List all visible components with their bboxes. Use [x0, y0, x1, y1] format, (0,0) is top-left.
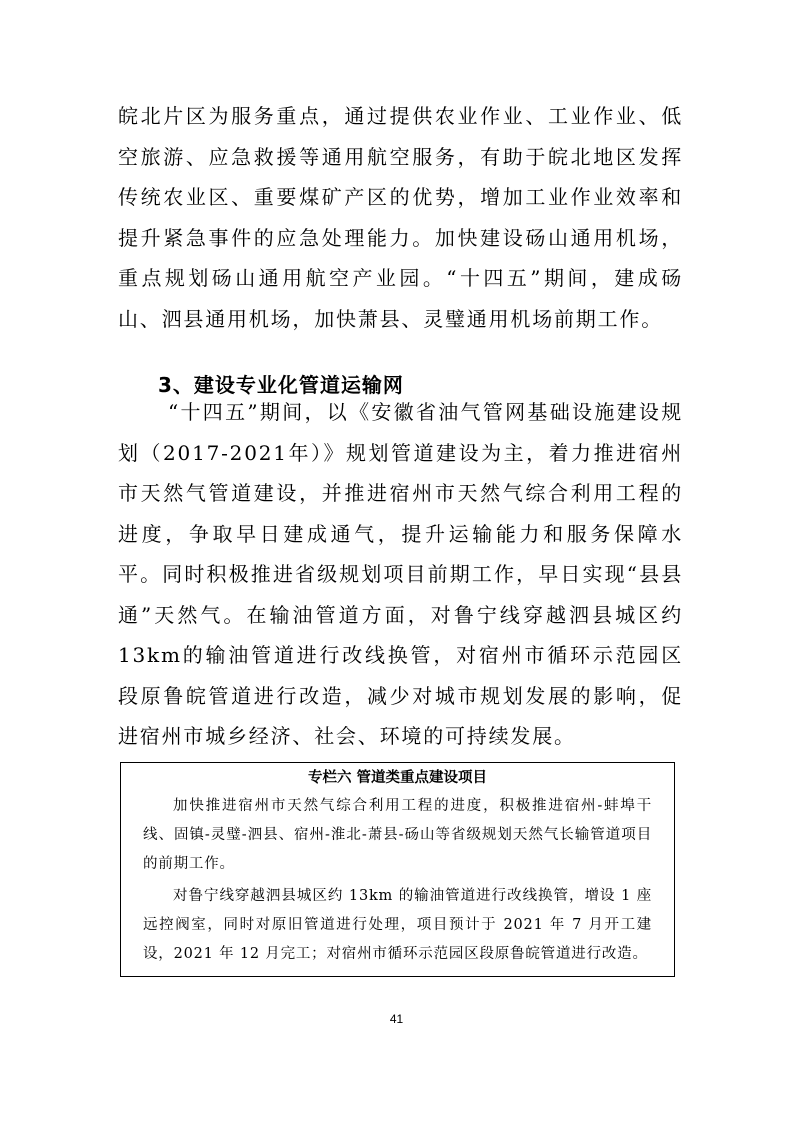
feature-box-pipeline-projects [120, 762, 675, 977]
page-number: 41 [389, 1012, 404, 1026]
section-heading-pipeline: 3、建设专业化管道运输网 [158, 373, 404, 397]
feature-box-paragraph-gas: 加快推进宿州市天然气综合利用工程的进度，积极推进宿州-蚌埠干线、固镇-灵璧-泗县、宿州-淮北-萧县-砀山等省级规划天然气长输管道项目的前期工作。 [143, 798, 652, 872]
body-paragraph-aviation: 皖北片区为服务重点，通过提供农业作业、工业作业、低空旅游、应急救援等通用航空服务，有助于皖北地区发挥传统农业区、重要煤矿产区的优势，增加工业作业效率和提升紧急事件的应急处理能力。加快建设砀山通用机场，重点规划砀山通用航空产业园。“十四五”期间，建成砀山、泗县通用机场，加快萧县、灵璧通用机场前期工作。 [118, 104, 683, 331]
body-paragraph-pipeline: “十四五”期间，以《安徽省油气管网基础设施建设规划（2017-2021年）》规划管道建设为主，着力推进宿州市天然气管道建设，并推进宿州市天然气综合利用工程的进度，争取早日建成通气，提升运输能力和服务保障水平。同时积极推进省级规划项目前期工作，早日实现“县县通”天然气。在输油管道方面，对鲁宁线穿越泗县城区约13km的输油管道进行改线换管，对宿州市循环示范园区段原鲁皖管道进行改造，减少对城市规划发展的影响，促进宿州市城乡经济、社会、环境的可持续发展。 [118, 400, 683, 748]
feature-box-paragraph-oil: 对鲁宁线穿越泗县城区约 13km 的输油管道进行改线换管，增设 1 座远控阀室，同时对原旧管道进行处理，项目预计于 2021 年 7 月开工建设，2021 年 12 月完工；对宿州市循环示范园区段原鲁皖管道进行改造。 [143, 888, 652, 962]
feature-box-title: 专栏六 管道类重点建设项目 [307, 770, 488, 786]
